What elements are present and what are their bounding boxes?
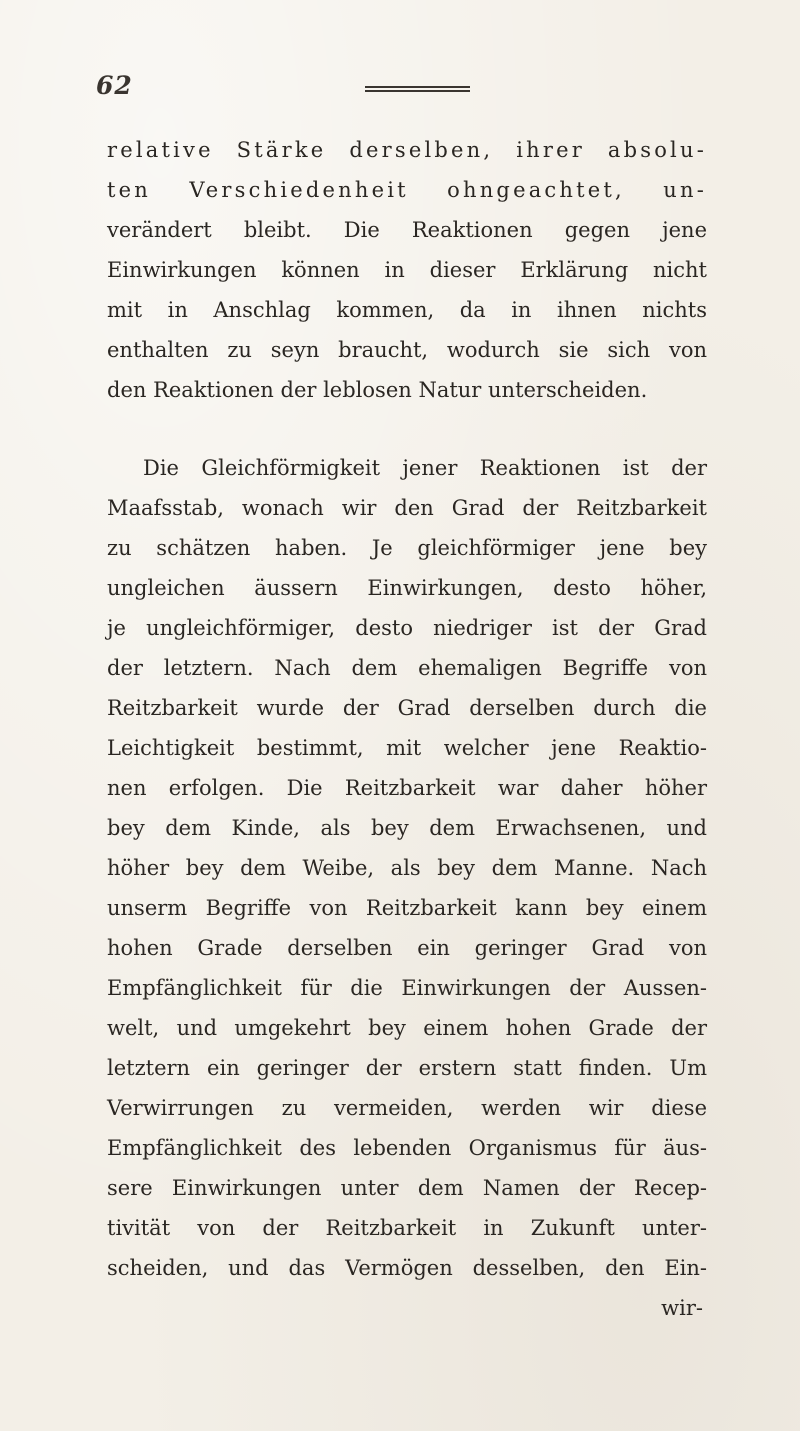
text-line: zu schätzen haben. Je gleichförmiger jene bey (107, 536, 707, 560)
text-line: der letztern. Nach dem ehemaligen Begriffe von (107, 656, 707, 680)
text-line: Maafsstab, wonach wir den Grad der Reitzbarkeit (107, 496, 707, 520)
text-line: letztern ein geringer der erstern statt finden. Um (107, 1056, 707, 1080)
body-text (107, 130, 707, 1328)
text-line: bey dem Kinde, als bey dem Erwachsenen, und (107, 816, 707, 840)
text-line: den Reaktionen der leblosen Natur unterscheiden. (107, 378, 648, 402)
text-line: Verwirrungen zu vermeiden, werden wir diese (107, 1096, 707, 1120)
text-line: ten Verschiedenheit ohngeachtet, un- (107, 178, 707, 202)
text-line: tivität von der Reitzbarkeit in Zukunft unter- (107, 1216, 707, 1240)
text-line: Empfänglichkeit des lebenden Organismus für äus- (107, 1136, 707, 1160)
text-line: mit in Anschlag kommen, da in ihnen nichts (107, 298, 707, 322)
text-line: Einwirkungen können in dieser Erklärung nicht (107, 258, 707, 282)
paragraph-1 (107, 130, 707, 410)
text-line: Leichtigkeit bestimmt, mit welcher jene Reaktio- (107, 736, 707, 760)
text-line: scheiden, und das Vermögen desselben, den Ein- (107, 1256, 707, 1280)
text-line: je ungleichförmiger, desto niedriger ist der Grad (107, 616, 707, 640)
text-line: höher bey dem Weibe, als bey dem Manne. Nach (107, 856, 707, 880)
text-line: Empfänglichkeit für die Einwirkungen der Aussen- (107, 976, 707, 1000)
catchword: wir- (661, 1296, 703, 1320)
paragraph-gap (107, 410, 707, 448)
text-line: verändert bleibt. Die Reaktionen gegen jene (107, 218, 707, 242)
text-line: Reitzbarkeit wurde der Grad derselben durch die (107, 696, 707, 720)
text-line: relative Stärke derselben, ihrer absolu- (107, 138, 707, 162)
text-line: ungleichen äussern Einwirkungen, desto höher, (107, 576, 707, 600)
text-line: welt, und umgekehrt bey einem hohen Grade der (107, 1016, 707, 1040)
text-line: hohen Grade derselben ein geringer Grad von (107, 936, 707, 960)
paragraph-2 (107, 448, 707, 1328)
page-number: 62 (96, 71, 133, 100)
header-ornament-rule (365, 86, 470, 92)
text-line: nen erfolgen. Die Reitzbarkeit war daher höher (107, 776, 707, 800)
text-line: unserm Begriffe von Reitzbarkeit kann bey einem (107, 896, 707, 920)
text-line: enthalten zu seyn braucht, wodurch sie sich von (107, 338, 707, 362)
text-line: sere Einwirkungen unter dem Namen der Recep- (107, 1176, 707, 1200)
text-line: Die Gleichförmigkeit jener Reaktionen ist der (143, 456, 707, 480)
